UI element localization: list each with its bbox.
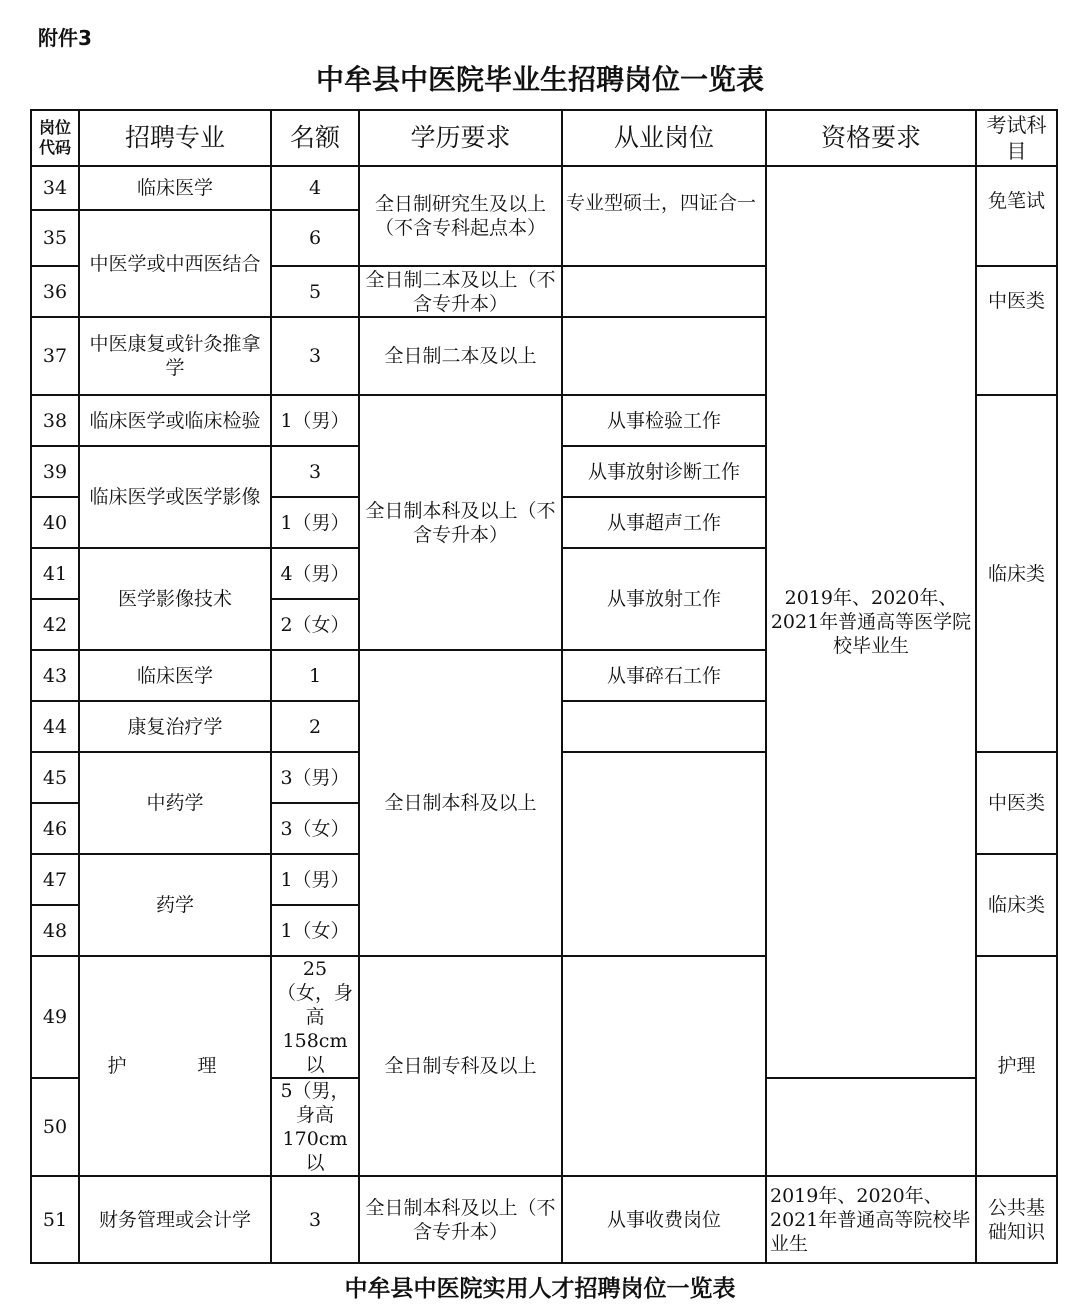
position-cell: 从事放射诊断工作 — [562, 446, 766, 497]
row-code: 41 — [31, 548, 79, 599]
row-count: 6 — [271, 210, 359, 266]
major-cell: 中医学或中西医结合 — [79, 210, 271, 317]
education-cell: 全日制研究生及以上（不含专科起点本） — [359, 166, 562, 266]
row-count: 1（男） — [271, 854, 359, 905]
education-cell: 全日制二本及以上（不含专升本） — [359, 266, 562, 317]
row-major: 临床医学 — [79, 166, 271, 210]
qualification-cell: 2019年、2020年、2021年普通高等医学院校毕业生 — [766, 166, 976, 1078]
major-cell: 护 理 — [79, 956, 271, 1176]
education-cell: 全日制本科及以上 — [359, 650, 562, 956]
row-code: 37 — [31, 317, 79, 395]
education-cell: 全日制专科及以上 — [359, 956, 562, 1176]
row-code: 48 — [31, 905, 79, 956]
row-code: 42 — [31, 599, 79, 650]
major-cell: 医学影像技术 — [79, 548, 271, 650]
row-count: 3（男） — [271, 752, 359, 803]
education-cell: 全日制本科及以上（不含专升本） — [359, 395, 562, 650]
education-cell: 全日制本科及以上（不含专升本） — [359, 1176, 562, 1263]
exam-cell: 公共基础知识 — [976, 1176, 1057, 1263]
row-code: 47 — [31, 854, 79, 905]
position-cell — [562, 956, 766, 1176]
row-major: 中医康复或针灸推拿学 — [79, 317, 271, 395]
qualification-cell: 2019年、2020年、2021年普通高等院校毕业生 — [766, 1176, 976, 1263]
exam-cell: 临床类 — [976, 395, 1057, 752]
major-cell: 中药学 — [79, 752, 271, 854]
major-cell: 药学 — [79, 854, 271, 956]
row-count: 1 — [271, 650, 359, 701]
row-count: 3 — [271, 446, 359, 497]
exam-cell: 中医类 — [976, 752, 1057, 854]
row-code: 39 — [31, 446, 79, 497]
row-count: 3 — [271, 1176, 359, 1263]
row-count: 4（男） — [271, 548, 359, 599]
page-title: 中牟县中医院毕业生招聘岗位一览表 — [315, 63, 764, 96]
table-row — [31, 1176, 1057, 1263]
position-cell: 从事检验工作 — [562, 395, 766, 446]
row-count: 5 — [271, 266, 359, 317]
row-count: 1（男） — [271, 497, 359, 548]
row-count: 2（女） — [271, 599, 359, 650]
row-major: 财务管理或会计学 — [79, 1176, 271, 1263]
exam-cell: 中医类 — [976, 266, 1057, 395]
table-row — [31, 166, 1057, 210]
header-education: 学历要求 — [359, 110, 562, 166]
position-cell — [562, 266, 766, 317]
row-count: 1（男） — [271, 395, 359, 446]
position-cell — [562, 752, 766, 956]
major-cell: 临床医学或医学影像 — [79, 446, 271, 548]
row-count: 3 — [271, 317, 359, 395]
header-major: 招聘专业 — [79, 110, 271, 166]
exam-cell: 临床类 — [976, 854, 1057, 956]
header-row — [31, 110, 1057, 166]
header-position: 从业岗位 — [562, 110, 766, 166]
header-exam: 考试科目 — [976, 110, 1057, 166]
row-code: 45 — [31, 752, 79, 803]
position-cell: 从事放射工作 — [562, 548, 766, 650]
row-count: 2 — [271, 701, 359, 752]
row-code: 51 — [31, 1176, 79, 1263]
education-cell: 全日制二本及以上 — [359, 317, 562, 395]
row-count: 1（女） — [271, 905, 359, 956]
row-count: 3（女） — [271, 803, 359, 854]
row-major: 临床医学或临床检验 — [79, 395, 271, 446]
row-code: 40 — [31, 497, 79, 548]
position-cell: 从事超声工作 — [562, 497, 766, 548]
row-code: 49 — [31, 956, 79, 1078]
position-cell — [562, 701, 766, 752]
second-title: 中牟县中医院实用人才招聘岗位一览表 — [344, 1276, 736, 1302]
row-code: 50 — [31, 1078, 79, 1176]
row-code: 46 — [31, 803, 79, 854]
row-code: 35 — [31, 210, 79, 266]
row-count: 25（女，身高158cm以 — [271, 956, 359, 1078]
row-code: 38 — [31, 395, 79, 446]
exam-cell: 护理 — [976, 956, 1057, 1176]
position-cell — [562, 317, 766, 395]
attachment-label: 附件3 — [38, 26, 92, 50]
exam-cell: 免笔试 — [976, 166, 1057, 266]
row-code: 34 — [31, 166, 79, 210]
row-count: 4 — [271, 166, 359, 210]
row-major: 康复治疗学 — [79, 701, 271, 752]
row-code: 44 — [31, 701, 79, 752]
recruitment-table — [30, 109, 1058, 1264]
row-code: 43 — [31, 650, 79, 701]
row-code: 36 — [31, 266, 79, 317]
position-cell: 从事碎石工作 — [562, 650, 766, 701]
position-cell: 专业型硕士，四证合一 — [562, 166, 766, 266]
row-major: 临床医学 — [79, 650, 271, 701]
position-cell: 从事收费岗位 — [562, 1176, 766, 1263]
row-count: 5（男，身高170cm以 — [271, 1078, 359, 1176]
header-qualification: 资格要求 — [766, 110, 976, 166]
header-code: 岗位代码 — [31, 110, 79, 166]
header-count: 名额 — [271, 110, 359, 166]
